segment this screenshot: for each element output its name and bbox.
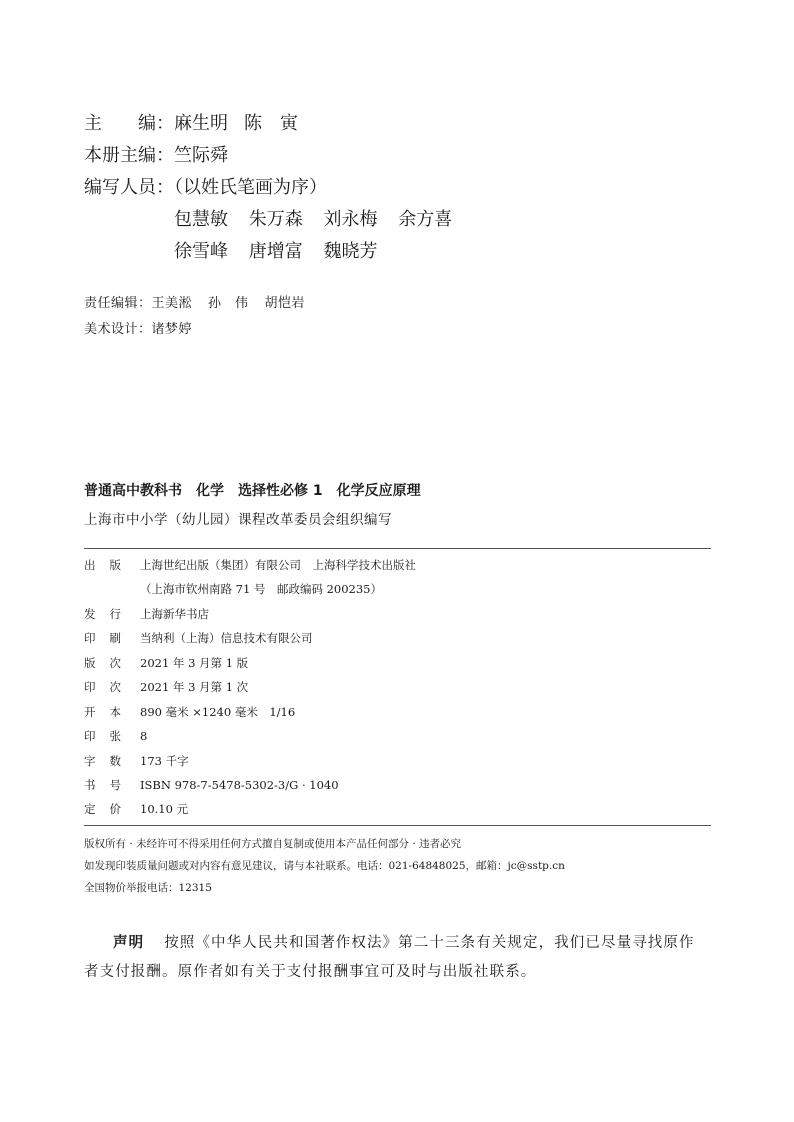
pub-label: 印张 [84,729,135,743]
subject-title: 化学 [196,483,224,499]
pub-value: （上海市钦州南路 71 号 邮政编码 200235） [140,582,382,596]
volume-title: 化学反应原理 [336,483,421,499]
chief-editor-name: 陈 寅 [244,113,298,134]
pub-value: 2021 年 3 月第 1 次 [140,680,249,694]
responsible-editor-line [84,296,305,312]
divider [84,548,711,549]
writer-name: 徐雪峰 [174,241,228,262]
writer-name: 朱万森 [248,209,303,230]
writer-name: 魏晓芳 [323,241,378,262]
pub-value: 173 千字 [140,754,189,768]
responsible-editor-name: 王美淞 [151,296,193,311]
declaration-heading: 声明 [113,935,145,951]
pub-label: 出版 [84,558,135,572]
chief-editor-name: 麻生明 [174,113,228,134]
price-hotline-notice: 全国物价举报电话：12315 [84,882,212,894]
responsible-editor-name: 胡恺岩 [264,296,306,311]
pub-value: 上海新华书店 [140,607,209,621]
writers-note: （以姓氏笔画为序） [174,177,327,198]
copyright-notice: 版权所有 · 未经许可不得采用任何方式擅自复制或使用本产品任何部分 · 违者必究 [84,838,462,850]
series-title: 普通高中教科书 [84,483,182,499]
pub-value: 上海世纪出版（集团）有限公司 上海科学技术出版社 [140,558,416,572]
contact-notice: 如发现印装质量问题或对内容有意见建议，请与本社联系。电话：021-64848025，邮箱：jc@sstp.cn [84,860,565,872]
pub-label: 印刷 [84,631,135,645]
pub-label: 版次 [84,656,135,670]
art-design-name: 诸梦婷 [151,322,193,337]
writer-name: 刘永梅 [323,209,378,230]
pub-value: 2021 年 3 月第 1 版 [140,656,249,670]
art-design-line [84,322,192,338]
writers-line [84,177,327,199]
pub-label: 定价 [84,802,135,816]
volume-editor-label: 本册主编： [84,145,174,166]
art-design-label: 美术设计： [84,322,152,337]
pub-label: 书号 [84,778,135,792]
pub-value: 8 [140,729,148,743]
pub-label: 字数 [84,754,135,768]
divider [84,825,711,826]
pub-value: ISBN 978-7-5478-5302-3/G · 1040 [140,778,339,792]
responsible-editor-label: 责任编辑： [84,296,152,311]
chief-editor-line [84,113,298,135]
responsible-editor-name: 孙 伟 [208,296,249,311]
writers-label: 编写人员： [84,177,174,198]
pub-label: 开本 [84,705,135,719]
volume-editor-line [84,145,228,167]
pub-label: 印次 [84,680,135,694]
declaration-line: 者支付报酬。原作者如有关于支付报酬事宜可及时与出版社联系。 [84,964,537,980]
pub-value: 当纳利（上海）信息技术有限公司 [140,631,313,645]
declaration-line [113,931,695,952]
pub-value: 890 毫米 ×1240 毫米 1/16 [140,705,296,719]
writers-row [174,209,467,231]
writers-row [174,241,392,263]
writer-name: 唐增富 [248,241,303,262]
publication-info [84,558,704,820]
volume-editor-name: 竺际舜 [174,145,228,166]
declaration-text: 按照《中华人民共和国著作权法》第二十三条有关规定，我们已尽量寻找原作 [164,935,695,951]
pub-label: 发行 [84,607,135,621]
pub-value: 10.10 元 [140,802,189,816]
compiler-line: 上海市中小学（幼儿园）课程改革委员会组织编写 [84,512,392,528]
writer-name: 余方喜 [398,209,453,230]
writer-name: 包慧敏 [174,209,228,230]
chief-editor-label: 主 编： [84,113,174,134]
book-title [84,480,435,500]
module-title: 选择性必修 1 [238,483,323,499]
